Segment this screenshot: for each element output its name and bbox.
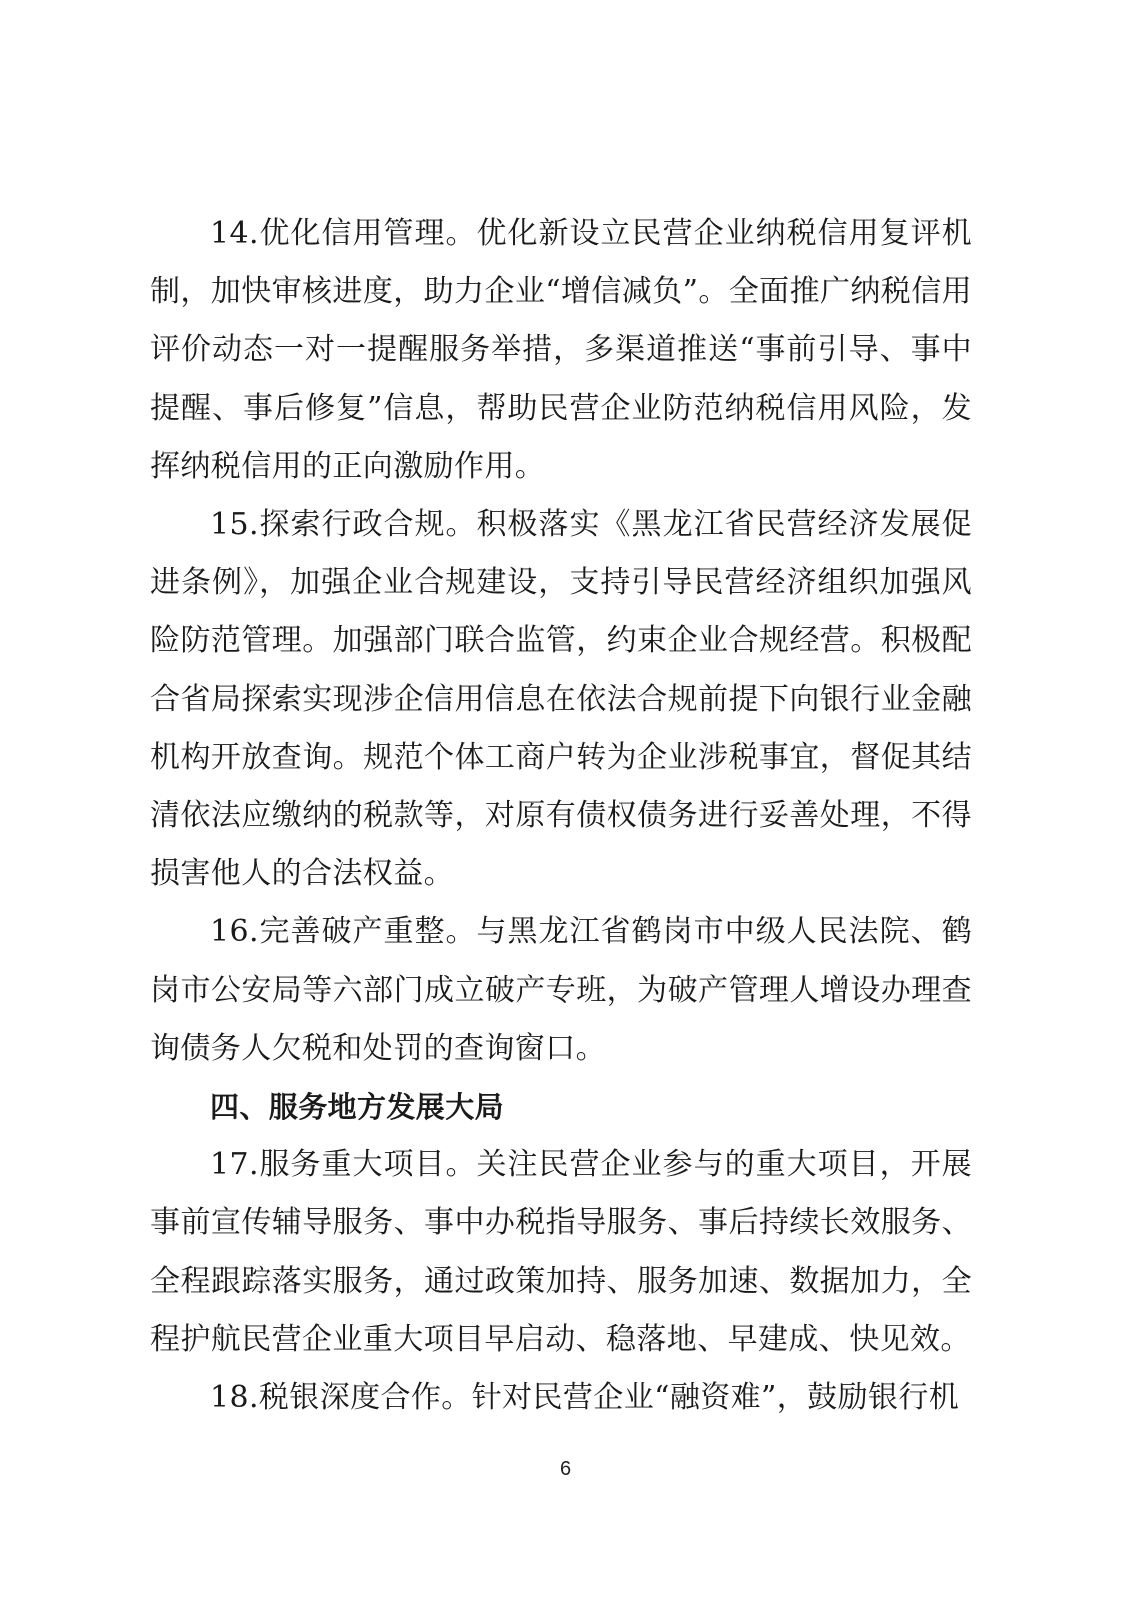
paragraph-18-tax-bank-cooperation: 18.税银深度合作。针对民营企业“融资难”，鼓励银行机 [210,1380,960,1416]
section-heading-4: 四、服务地方发展大局 [210,1090,505,1125]
paragraph-17-major-projects: 17.服务重大项目。关注民营企业参与的重大项目，开展事前宣传辅导服务、事中办税指导服务、事后持续长效服务、全程跟踪落实服务，通过政策加持、服务加速、数据加力，全程护航民营企业重大项目早启动、稳落地、早建成、快见效。 [150,1147,972,1357]
paragraph-14-credit-management: 14.优化信用管理。优化新设立民营企业纳税信用复评机制，加快审核进度，助力企业“增信减负”。全面推广纳税信用评价动态一对一提醒服务举措，多渠道推送“事前引导、事中提醒、事后修复”信息，帮助民营企业防范纳税信用风险，发挥纳税信用的正向激励作用。 [150,216,972,484]
paragraph-15-administrative-compliance: 15.探索行政合规。积极落实《黑龙江省民营经济发展促进条例》，加强企业合规建设，支持引导民营经济组织加强风险防范管理。加强部门联合监管，约束企业合规经营。积极配合省局探索实现涉企信用信息在依法合规前提下向银行业金融机构开放查询。规范个体工商户转为企业涉税事宜，督促其结清依法应缴纳的税款等，对原有债权债务进行妥善处理，不得损害他人的合法权益。 [150,507,972,892]
paragraph-16-bankruptcy-reorganization: 16.完善破产重整。与黑龙江省鹤岗市中级人民法院、鹤岗市公安局等六部门成立破产专班，为破产管理人增设办理查询债务人欠税和处罚的查询窗口。 [150,914,972,1066]
document-body [150,205,972,1427]
page-number: 6 [559,1458,572,1480]
